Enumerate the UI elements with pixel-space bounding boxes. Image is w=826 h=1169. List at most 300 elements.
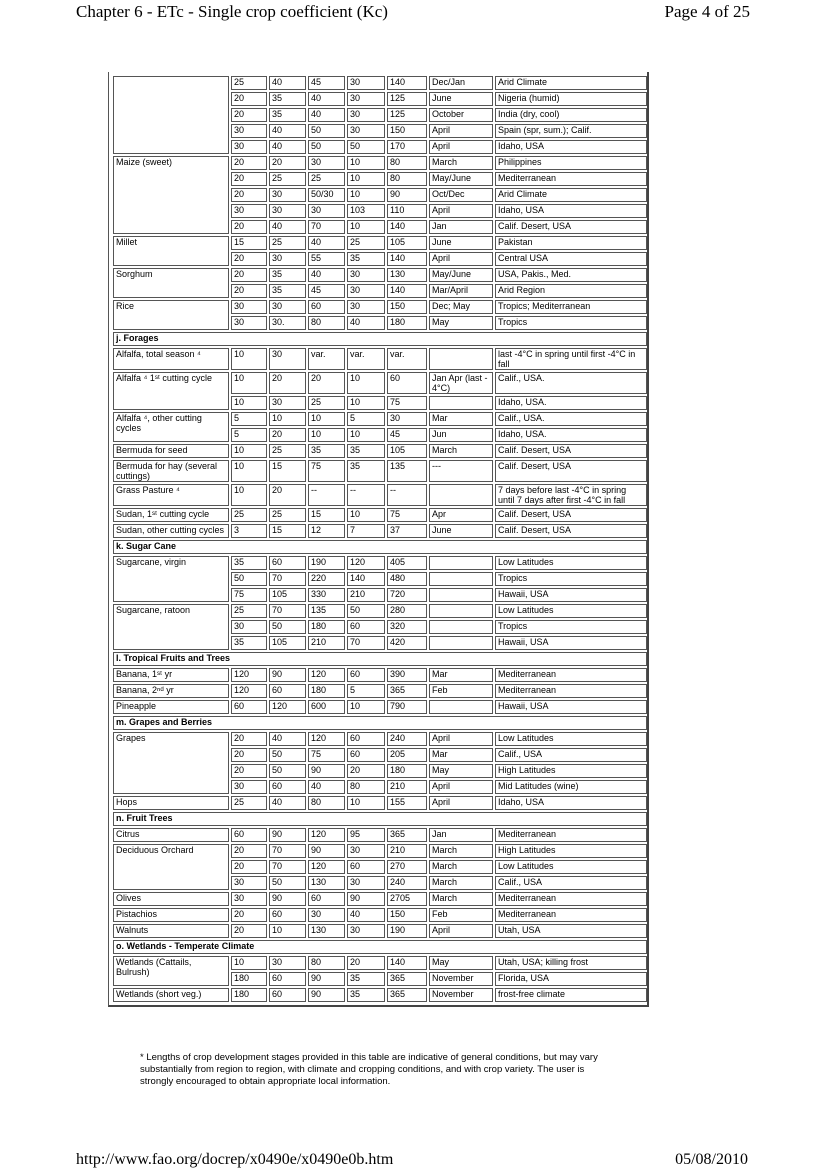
table-cell: 30 (347, 268, 385, 282)
crop-name-cell: Wetlands (Cattails, Bulrush) (113, 956, 229, 986)
table-cell: 90 (269, 828, 306, 842)
table-cell: 30 (231, 204, 267, 218)
table-cell: 75 (231, 588, 267, 602)
table-cell: 330 (308, 588, 345, 602)
table-cell: 50 (269, 620, 306, 634)
table-cell: 50/30 (308, 188, 345, 202)
table-cell: Tropics (495, 316, 647, 330)
table-cell: April (429, 780, 493, 794)
table-cell: Calif. Desert, USA (495, 508, 647, 522)
table-cell: 320 (387, 620, 427, 634)
table-cell: 40 (269, 220, 306, 234)
table-cell: 600 (308, 700, 345, 714)
table-cell: 30 (347, 876, 385, 890)
table-cell: 35 (231, 556, 267, 570)
table-row (113, 156, 647, 170)
page-footer-url: http://www.fao.org/docrep/x0490e/x0490e0b.htm (76, 1151, 394, 1168)
table-cell: 37 (387, 524, 427, 538)
table-cell: 110 (387, 204, 427, 218)
table-row (113, 372, 647, 394)
table-cell: 80 (308, 796, 345, 810)
table-cell: 80 (347, 780, 385, 794)
table-cell: 180 (387, 316, 427, 330)
table-cell: 35 (347, 988, 385, 1002)
section-row (113, 652, 647, 666)
table-cell: 30 (347, 284, 385, 298)
table-cell: 180 (387, 764, 427, 778)
table-cell: March (429, 892, 493, 906)
table-cell: 30. (269, 316, 306, 330)
table-cell: Hawaii, USA (495, 636, 647, 650)
table-cell: 60 (269, 972, 306, 986)
table-row (113, 300, 647, 314)
table-cell (429, 556, 493, 570)
table-cell: 35 (347, 444, 385, 458)
table-cell: 50 (347, 140, 385, 154)
section-heading: o. Wetlands - Temperate Climate (113, 940, 647, 954)
table-cell: Mar/April (429, 284, 493, 298)
table-cell: 280 (387, 604, 427, 618)
table-cell: Jan Apr (last - 4°C) (429, 372, 493, 394)
table-cell: 90 (347, 892, 385, 906)
table-cell: Spain (spr, sum.); Calif. (495, 124, 647, 138)
section-row (113, 540, 647, 554)
table-cell: 20 (231, 908, 267, 922)
table-cell: April (429, 732, 493, 746)
table-cell: 35 (231, 636, 267, 650)
table-cell: -- (347, 484, 385, 506)
table-cell (429, 700, 493, 714)
table-cell: var. (308, 348, 345, 370)
table-cell: June (429, 524, 493, 538)
crop-name-cell: Grass Pasture ⁴ (113, 484, 229, 506)
table-cell: 390 (387, 668, 427, 682)
table-cell: 95 (347, 828, 385, 842)
table-cell: India (dry, cool) (495, 108, 647, 122)
table-row (113, 76, 647, 90)
table-cell: 50 (231, 572, 267, 586)
table-cell: 90 (308, 764, 345, 778)
table-cell: 5 (231, 428, 267, 442)
table-cell: April (429, 124, 493, 138)
crop-name-cell: Olives (113, 892, 229, 906)
table-cell: 70 (269, 604, 306, 618)
table-cell: 105 (269, 636, 306, 650)
table-row (113, 508, 647, 522)
table-cell: Calif. Desert, USA (495, 460, 647, 482)
table-cell: 40 (269, 796, 306, 810)
table-cell: Idaho, USA. (495, 428, 647, 442)
table-cell: 10 (347, 700, 385, 714)
table-cell: Tropics; Mediterranean (495, 300, 647, 314)
table-cell: Jan (429, 828, 493, 842)
table-cell: June (429, 92, 493, 106)
table-cell: 190 (387, 924, 427, 938)
table-row (113, 460, 647, 482)
table-cell: 25 (231, 508, 267, 522)
table-cell: 30 (347, 124, 385, 138)
table-cell: May (429, 316, 493, 330)
table-cell: May (429, 956, 493, 970)
table-cell: Calif., USA. (495, 412, 647, 426)
footnote: * Lengths of crop development stages provided in this table are indicative of general conditions, but may vary substantially from region to region, with climate and cropping conditions, and with crop variety. The user is strongly encouraged to obtain appropriate local information. (140, 1052, 598, 1087)
table-cell: April (429, 796, 493, 810)
table-cell: 140 (347, 572, 385, 586)
crop-name-cell: Hops (113, 796, 229, 810)
table-cell: Mediterranean (495, 828, 647, 842)
table-cell: Arid Region (495, 284, 647, 298)
table-cell: 130 (308, 924, 345, 938)
table-cell: -- (387, 484, 427, 506)
table-cell: 10 (231, 444, 267, 458)
table-cell: 10 (347, 188, 385, 202)
table-cell: 60 (347, 732, 385, 746)
table-cell: 5 (347, 684, 385, 698)
table-cell: Idaho, USA (495, 204, 647, 218)
table-cell: 10 (347, 156, 385, 170)
table-cell: 90 (269, 892, 306, 906)
table-cell: 20 (308, 372, 345, 394)
table-cell: 50 (269, 764, 306, 778)
crop-name-cell: Sugarcane, virgin (113, 556, 229, 602)
table-cell: 20 (231, 764, 267, 778)
table-cell: May/June (429, 268, 493, 282)
table-cell: 40 (269, 76, 306, 90)
table-cell: 30 (347, 844, 385, 858)
table-cell: 180 (231, 988, 267, 1002)
table-cell: 30 (269, 396, 306, 410)
table-cell: 20 (231, 108, 267, 122)
table-cell: 75 (308, 460, 345, 482)
table-cell: Mar (429, 668, 493, 682)
table-cell: 10 (231, 460, 267, 482)
crop-name-cell: Millet (113, 236, 229, 266)
table-cell: November (429, 988, 493, 1002)
table-cell: Low Latitudes (495, 556, 647, 570)
page-header-title: Chapter 6 - ETc - Single crop coefficient (Kc) (76, 2, 388, 21)
table-cell: 15 (269, 460, 306, 482)
table-cell: 105 (387, 236, 427, 250)
table-row (113, 484, 647, 506)
table-cell: 365 (387, 684, 427, 698)
table-cell: High Latitudes (495, 844, 647, 858)
table-cell: 45 (308, 284, 345, 298)
table-cell: 15 (231, 236, 267, 250)
table-cell: 70 (347, 636, 385, 650)
table-cell: Arid Climate (495, 188, 647, 202)
table-cell: 40 (308, 108, 345, 122)
table-cell: 30 (269, 252, 306, 266)
table-cell: 30 (347, 924, 385, 938)
table-cell: 365 (387, 972, 427, 986)
table-cell: 80 (387, 156, 427, 170)
crop-name-cell: Sugarcane, ratoon (113, 604, 229, 650)
table-cell: June (429, 236, 493, 250)
section-row (113, 812, 647, 826)
table-cell: 20 (347, 956, 385, 970)
table-cell: 60 (387, 372, 427, 394)
table-cell: Low Latitudes (495, 732, 647, 746)
table-body (113, 76, 647, 1002)
table-row (113, 908, 647, 922)
table-cell: 35 (347, 460, 385, 482)
table-row (113, 988, 647, 1002)
table-cell: Mediterranean (495, 172, 647, 186)
table-cell: Mediterranean (495, 684, 647, 698)
table-cell: Tropics (495, 572, 647, 586)
crop-name-cell: Pineapple (113, 700, 229, 714)
table-cell: 20 (231, 156, 267, 170)
table-cell: 30 (231, 124, 267, 138)
table-row (113, 684, 647, 698)
crop-name-cell: Wetlands (short veg.) (113, 988, 229, 1002)
table-cell: 7 (347, 524, 385, 538)
table-cell: 10 (347, 220, 385, 234)
table-cell: 480 (387, 572, 427, 586)
table-row (113, 348, 647, 370)
table-cell: 20 (231, 252, 267, 266)
table-cell: 30 (231, 300, 267, 314)
table-cell: 205 (387, 748, 427, 762)
table-cell: 20 (231, 172, 267, 186)
table-cell: 75 (387, 508, 427, 522)
table-cell: Dec; May (429, 300, 493, 314)
table-cell: 60 (347, 620, 385, 634)
table-cell: 40 (347, 316, 385, 330)
table-cell: 120 (269, 700, 306, 714)
page-header-number: Page 4 of 25 (664, 2, 750, 21)
table-cell: 25 (231, 796, 267, 810)
table-cell: 140 (387, 76, 427, 90)
table-cell: 50 (269, 748, 306, 762)
table-cell: 10 (308, 428, 345, 442)
table-cell: 60 (347, 860, 385, 874)
table-cell: Calif. Desert, USA (495, 220, 647, 234)
table-cell: 120 (308, 828, 345, 842)
table-cell: 25 (308, 172, 345, 186)
table-cell: 240 (387, 876, 427, 890)
table-row (113, 732, 647, 746)
table-cell: 170 (387, 140, 427, 154)
table-cell: 30 (231, 780, 267, 794)
crop-name-cell: Banana, 2ⁿᵈ yr (113, 684, 229, 698)
table-cell: 180 (231, 972, 267, 986)
table-cell: 40 (308, 268, 345, 282)
table-cell: 80 (308, 956, 345, 970)
table-cell: April (429, 252, 493, 266)
table-cell: 90 (308, 972, 345, 986)
table-cell: last -4°C in spring until first -4°C in fall (495, 348, 647, 370)
table-cell: 10 (269, 412, 306, 426)
table-row (113, 444, 647, 458)
table-cell: 25 (231, 76, 267, 90)
table-cell: 25 (347, 236, 385, 250)
table-cell: March (429, 156, 493, 170)
crop-name-cell: Alfalfa, total season ⁴ (113, 348, 229, 370)
table-cell: 60 (269, 556, 306, 570)
table-cell: 240 (387, 732, 427, 746)
table-cell: 90 (269, 668, 306, 682)
table-cell (429, 572, 493, 586)
table-cell: 75 (387, 396, 427, 410)
table-cell: Philippines (495, 156, 647, 170)
table-cell: 140 (387, 956, 427, 970)
table-cell: High Latitudes (495, 764, 647, 778)
table-cell: 20 (269, 372, 306, 394)
table-cell: 20 (231, 924, 267, 938)
table-cell: 120 (231, 668, 267, 682)
table-cell: 10 (347, 172, 385, 186)
section-heading: l. Tropical Fruits and Trees (113, 652, 647, 666)
table-cell: 30 (269, 300, 306, 314)
table-cell: Hawaii, USA (495, 588, 647, 602)
table-row (113, 604, 647, 618)
table-cell: Low Latitudes (495, 604, 647, 618)
table-cell: 35 (269, 92, 306, 106)
table-cell: 10 (269, 924, 306, 938)
table-cell: 80 (308, 316, 345, 330)
table-cell: 40 (308, 92, 345, 106)
table-cell: Mar (429, 748, 493, 762)
table-cell: 180 (308, 684, 345, 698)
table-cell: 50 (308, 124, 345, 138)
table-cell: 60 (269, 908, 306, 922)
table-cell (429, 348, 493, 370)
table-cell: 20 (231, 284, 267, 298)
table-cell: April (429, 140, 493, 154)
table-cell: 80 (387, 172, 427, 186)
table-cell: 10 (308, 412, 345, 426)
table-cell: October (429, 108, 493, 122)
table-cell: 420 (387, 636, 427, 650)
table-row (113, 796, 647, 810)
table-row (113, 412, 647, 426)
crop-name-cell: Sudan, 1ˢᵗ cutting cycle (113, 508, 229, 522)
crop-name-cell: Grapes (113, 732, 229, 794)
table-cell: 60 (269, 988, 306, 1002)
table-cell: 30 (347, 108, 385, 122)
table-cell: 30 (308, 908, 345, 922)
table-cell: 150 (387, 908, 427, 922)
section-heading: m. Grapes and Berries (113, 716, 647, 730)
table-cell: frost-free climate (495, 988, 647, 1002)
table-cell: 15 (308, 508, 345, 522)
table-cell: 30 (231, 892, 267, 906)
table-cell: Nigeria (humid) (495, 92, 647, 106)
table-cell: Calif., USA. (495, 372, 647, 394)
table-cell: 25 (269, 508, 306, 522)
table-cell: 130 (387, 268, 427, 282)
table-cell: 50 (308, 140, 345, 154)
table-cell: March (429, 844, 493, 858)
crop-stage-table (111, 74, 649, 1004)
table-cell: 90 (308, 844, 345, 858)
table-cell: 20 (231, 268, 267, 282)
table-cell: Idaho, USA (495, 140, 647, 154)
table-cell: 75 (308, 748, 345, 762)
table-cell: Central USA (495, 252, 647, 266)
table-cell: Calif. Desert, USA (495, 444, 647, 458)
table-cell: 30 (269, 188, 306, 202)
crop-name-cell: Bermuda for hay (several cuttings) (113, 460, 229, 482)
table-cell: 720 (387, 588, 427, 602)
table-cell: 55 (308, 252, 345, 266)
table-cell: 25 (269, 172, 306, 186)
table-cell: 20 (269, 156, 306, 170)
table-cell: May/June (429, 172, 493, 186)
table-cell: March (429, 876, 493, 890)
table-cell: 180 (308, 620, 345, 634)
table-cell: 105 (269, 588, 306, 602)
table-cell: 150 (387, 124, 427, 138)
table-cell: 60 (308, 300, 345, 314)
table-cell: 30 (387, 412, 427, 426)
table-cell: April (429, 924, 493, 938)
table-row (113, 828, 647, 842)
table-cell: Jan (429, 220, 493, 234)
table-cell: 405 (387, 556, 427, 570)
table-cell: 10 (347, 796, 385, 810)
table-cell: 35 (269, 284, 306, 298)
section-heading: n. Fruit Trees (113, 812, 647, 826)
table-cell: Mediterranean (495, 908, 647, 922)
table-cell: 30 (347, 92, 385, 106)
table-cell: Jun (429, 428, 493, 442)
crop-name-cell: Deciduous Orchard (113, 844, 229, 890)
table-cell: Feb (429, 684, 493, 698)
crop-name-cell: Bermuda for seed (113, 444, 229, 458)
table-cell: 105 (387, 444, 427, 458)
table-row (113, 956, 647, 970)
table-cell: May (429, 764, 493, 778)
table-cell: 10 (347, 508, 385, 522)
table-cell (429, 620, 493, 634)
table-cell: 10 (347, 428, 385, 442)
table-cell: Calif., USA (495, 748, 647, 762)
table-cell: 60 (347, 668, 385, 682)
crop-name-cell: Citrus (113, 828, 229, 842)
table-cell: 10 (231, 956, 267, 970)
section-row (113, 940, 647, 954)
table-cell: 70 (308, 220, 345, 234)
table-cell: 40 (269, 124, 306, 138)
table-cell: 220 (308, 572, 345, 586)
table-cell: Low Latitudes (495, 860, 647, 874)
table-cell: 30 (308, 204, 345, 218)
table-cell: November (429, 972, 493, 986)
table-cell: 3 (231, 524, 267, 538)
table-cell: 365 (387, 988, 427, 1002)
table-cell: Calif., USA (495, 876, 647, 890)
table-cell: 25 (269, 236, 306, 250)
table-row (113, 924, 647, 938)
table-cell: 5 (347, 412, 385, 426)
table-cell: 135 (387, 460, 427, 482)
table-cell: Mediterranean (495, 892, 647, 906)
table-cell: 70 (269, 860, 306, 874)
table-cell: 90 (308, 988, 345, 1002)
table-cell: 130 (308, 876, 345, 890)
table-cell: 40 (269, 732, 306, 746)
section-heading: k. Sugar Cane (113, 540, 647, 554)
table-cell: 7 days before last -4°C in spring until 7 days after first -4°C in fall (495, 484, 647, 506)
table-cell: 50 (269, 876, 306, 890)
table-cell: 30 (308, 156, 345, 170)
table-cell: Calif. Desert, USA (495, 524, 647, 538)
page-footer-date: 05/08/2010 (675, 1151, 748, 1168)
table-cell: March (429, 860, 493, 874)
table-cell (429, 396, 493, 410)
